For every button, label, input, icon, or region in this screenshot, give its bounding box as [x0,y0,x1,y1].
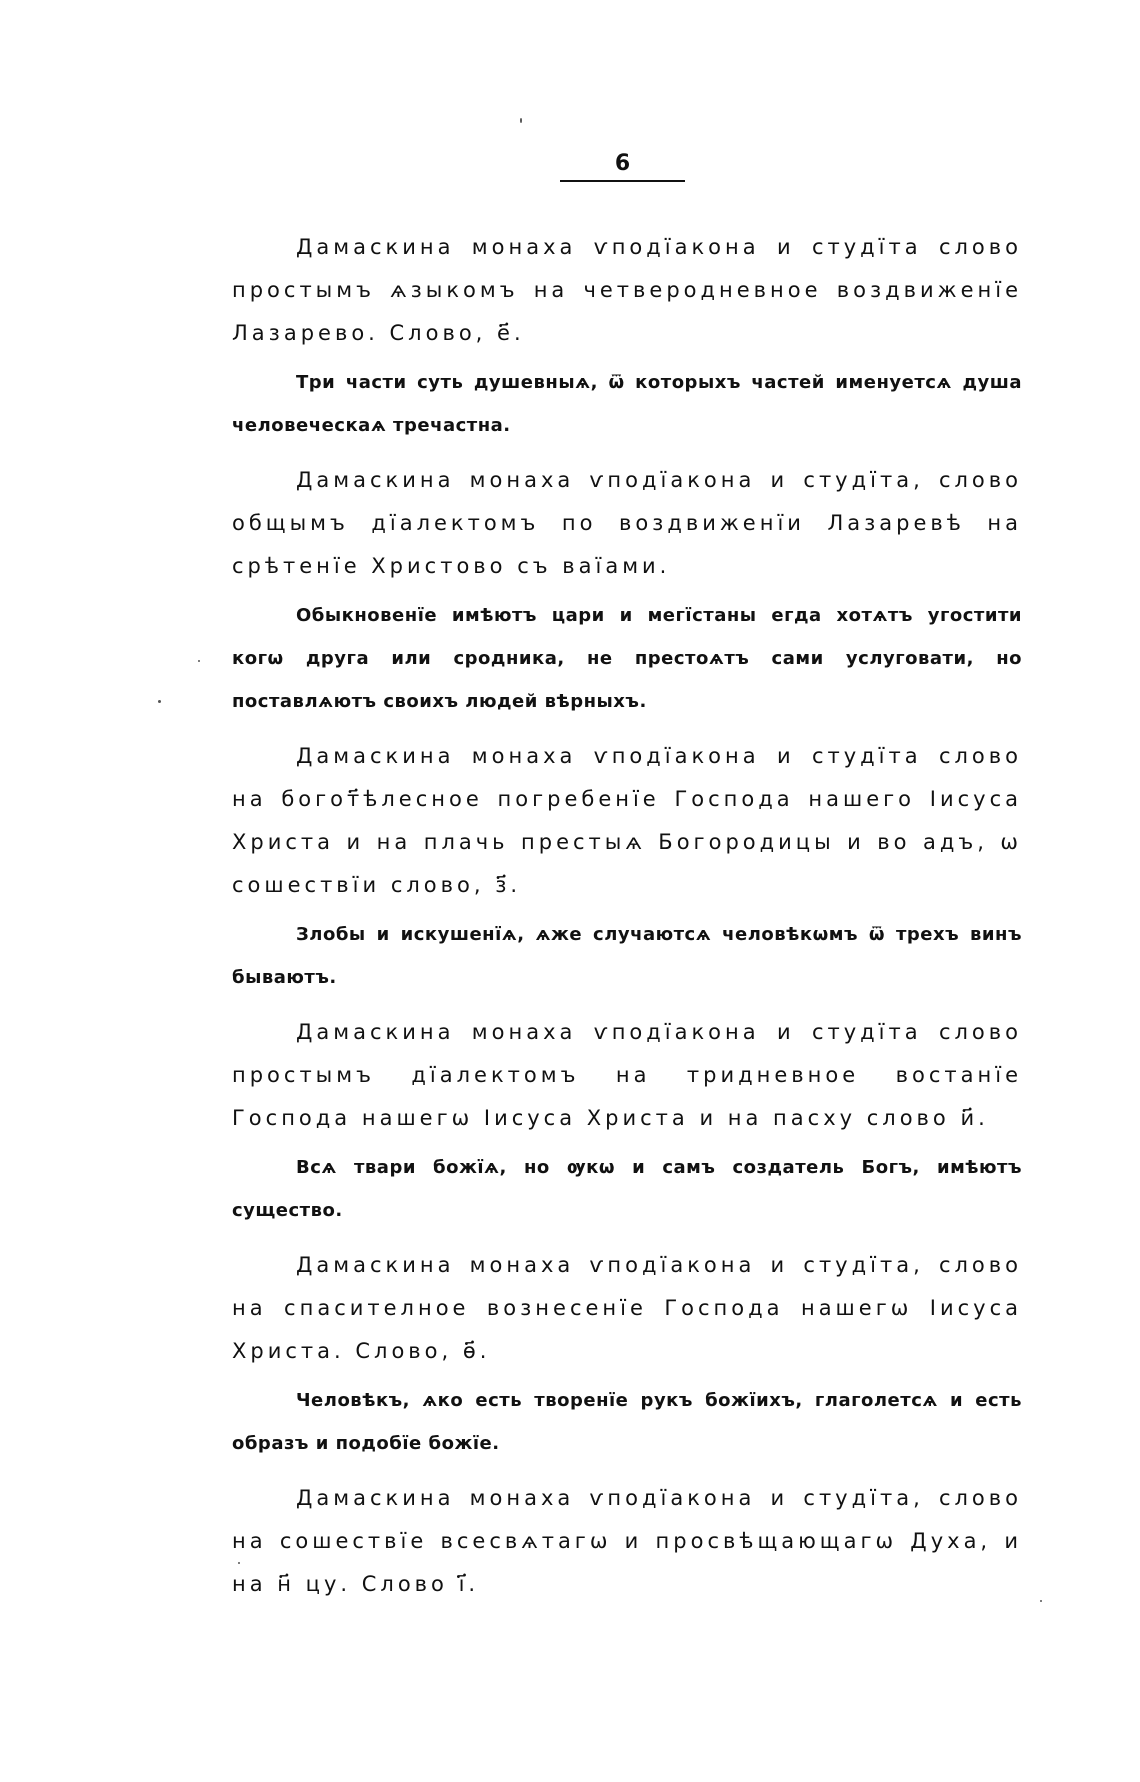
entry-6 [232,1477,1022,1606]
entry-2 [232,459,1022,723]
scan-speck [158,700,161,703]
entry-title: Дамаскина монаха ѵподїакона и студїта слово простымъ ѧзыкомъ на четверодневное воздвиженїе Лазарево. Слово, е҃. [232,235,1022,345]
entry-title: Дамаскина монаха ѵподїакона и студїта, слово на сошествїе всесвѧтагѡ и просвѣщающагѡ Духа, и на н҃ цу. Слово і҃. [232,1486,1022,1596]
entry-incipit: Обыкновенїе имѣютъ цари и мегїстаны егда хотѧтъ угостити когѡ друга или сродника, не престоѧтъ сами услуговати, но поставлѧютъ своихъ людей вѣрныхъ. [232,605,1022,712]
entry-title: Дамаскина монаха ѵподїакона и студїта слово простымъ дїалектомъ на тридневное востанїе Господа нашегѡ Іисуса Христа и на пасху слово и҃. [232,1020,1022,1130]
entry-title: Дамаскина монаха ѵподїакона и студїта, слово на спасителное вознесенїе Господа нашегѡ Іисуса Христа. Слово, ѳ҃. [232,1253,1022,1363]
entry-title: Дамаскина монаха ѵподїакона и студїта слово на богот҃ѣлесное погребенїе Господа нашего Іисуса Христа и на плачь престыѧ Богородицы и во адъ, ѡ сошествїи слово, з҃. [232,744,1022,897]
entry-3 [232,735,1022,999]
scan-speck [520,118,522,123]
entry-incipit: Злобы и искушенїѧ, ѧже случаютсѧ человѣкѡмъ ѿ трехъ винъ бываютъ. [232,924,1022,988]
page-header [560,150,685,182]
entry-incipit: Человѣкъ, ѧко есть творенїе рукъ божїихъ, глаголетсѧ и есть образъ и подобїе божїе. [232,1390,1022,1454]
scan-speck [238,1562,240,1564]
entry-title: Дамаскина монаха ѵподїакона и студїта, слово общымъ дїалектомъ по воздвиженїи Лазаревѣ на срѣтенїе Христово съ ваїами. [232,468,1022,578]
header-rule [560,180,685,182]
scan-speck [198,660,200,662]
entry-incipit: Три части суть душевныѧ, ѿ которыхъ частей именуетсѧ душа человеческаѧ тречастна. [232,372,1022,436]
page-number: 6 [614,151,631,176]
entry-5 [232,1244,1022,1465]
page-content [232,226,1022,1618]
entry-4 [232,1011,1022,1232]
entry-1 [232,226,1022,447]
scan-speck [1040,1600,1042,1602]
entry-incipit: Всѧ твари божїѧ, но ѹкѡ и самъ создатель Богъ, имѣютъ существо. [232,1157,1022,1221]
